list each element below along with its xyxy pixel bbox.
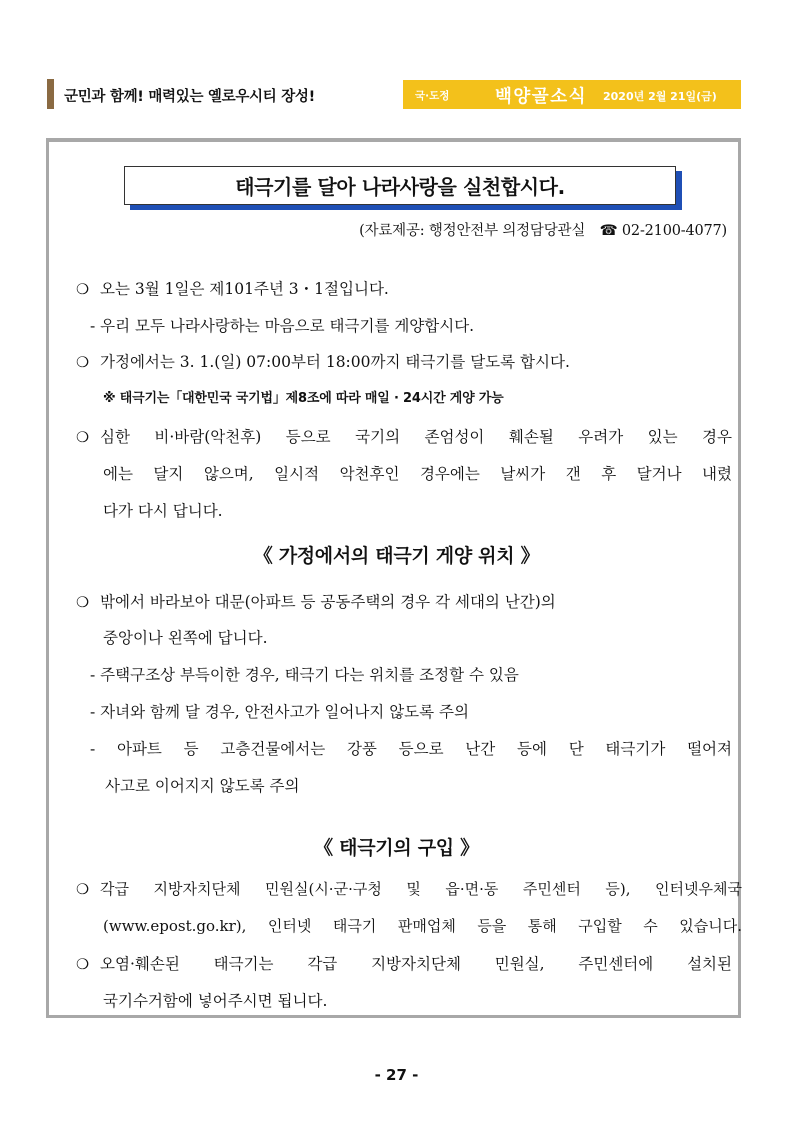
list-item: ❍ 각급 지방자치단체 민원실(시·군·구청 및 읍·면·동 주민센터 등), 인터넷우체국 [76,880,742,898]
page-number: - 27 - [374,1066,419,1084]
circle-bullet-icon: ❍ [76,957,89,973]
source-phone: 02-2100-4077) [621,223,727,239]
list-subitem-continued: 사고로 이어지지 않도록 주의 [105,777,300,795]
list-subitem: - 아파트 등 고층건물에서는 강풍 등으로 난간 등에 단 태극기가 떨어져 [90,740,732,758]
circle-bullet-icon: ❍ [76,430,89,446]
circle-bullet-icon: ❍ [76,882,89,898]
section-heading: 《 가정에서의 태극기 게양 위치 》 [253,545,540,567]
source-credit [359,219,727,240]
phone-icon: ☎ [599,223,618,239]
header-brand: 백양골소식 [495,87,588,107]
page-title: 태극기를 달아 나라사랑을 실천합시다. [235,175,565,199]
list-item: ❍ 오염·훼손된 태극기는 각급 지방자치단체 민원실, 주민센터에 설치된 [76,955,732,973]
header-banner [403,80,741,109]
list-item: ❍ 가정에서는 3. 1.(일) 07:00부터 18:00까지 태극기를 달도록 합시다. [76,353,570,371]
header-section-tag: 국·도정 [415,90,450,102]
list-item: ❍ 오는 3월 1일은 제101주년 3・1절입니다. [76,280,389,298]
title-box [124,166,676,205]
header-accent-bar [47,79,54,109]
circle-bullet-icon: ❍ [76,282,89,298]
list-item-continued: 국기수거함에 넣어주시면 됩니다. [103,992,328,1010]
list-subitem: - 주택구조상 부득이한 경우, 태극기 다는 위치를 조정할 수 있음 [90,666,519,684]
list-item: ❍ 밖에서 바라보아 대문(아파트 등 공동주택의 경우 각 세대의 난간)의 [76,593,556,611]
header-slogan: 군민과 함께! 매력있는 옐로우시티 장성! [64,89,315,105]
circle-bullet-icon: ❍ [76,595,89,611]
legal-note: ※ 태극기는「대한민국 국기법」제8조에 따라 매일 · 24시간 게양 가능 [103,391,504,406]
circle-bullet-icon: ❍ [76,355,89,371]
header-date: 2020년 2월 21일(금) [603,90,717,103]
list-item-continued: 에는 달지 않으며, 일시적 악천후인 경우에는 날씨가 갠 후 달거나 내렸 [103,465,732,483]
source-text: (자료제공: 행정안전부 의정담당관실 [359,223,586,239]
list-subitem: - 자녀와 함께 달 경우, 안전사고가 일어나지 않도록 주의 [90,703,469,721]
list-item-continued: 다가 다시 답니다. [103,502,223,520]
list-item-continued: 중앙이나 왼쪽에 답니다. [103,629,268,647]
section-heading: 《 태극기의 구입 》 [314,837,479,859]
list-item: ❍ 심한 비·바람(악천후) 등으로 국기의 존엄성이 훼손될 우려가 있는 경우 [76,428,732,446]
list-subitem: - 우리 모두 나라사랑하는 마음으로 태극기를 게양합시다. [90,317,475,335]
list-item-continued: (www.epost.go.kr), 인터넷 태극기 판매업체 등을 통해 구입할 수 있습니다. [103,917,742,935]
